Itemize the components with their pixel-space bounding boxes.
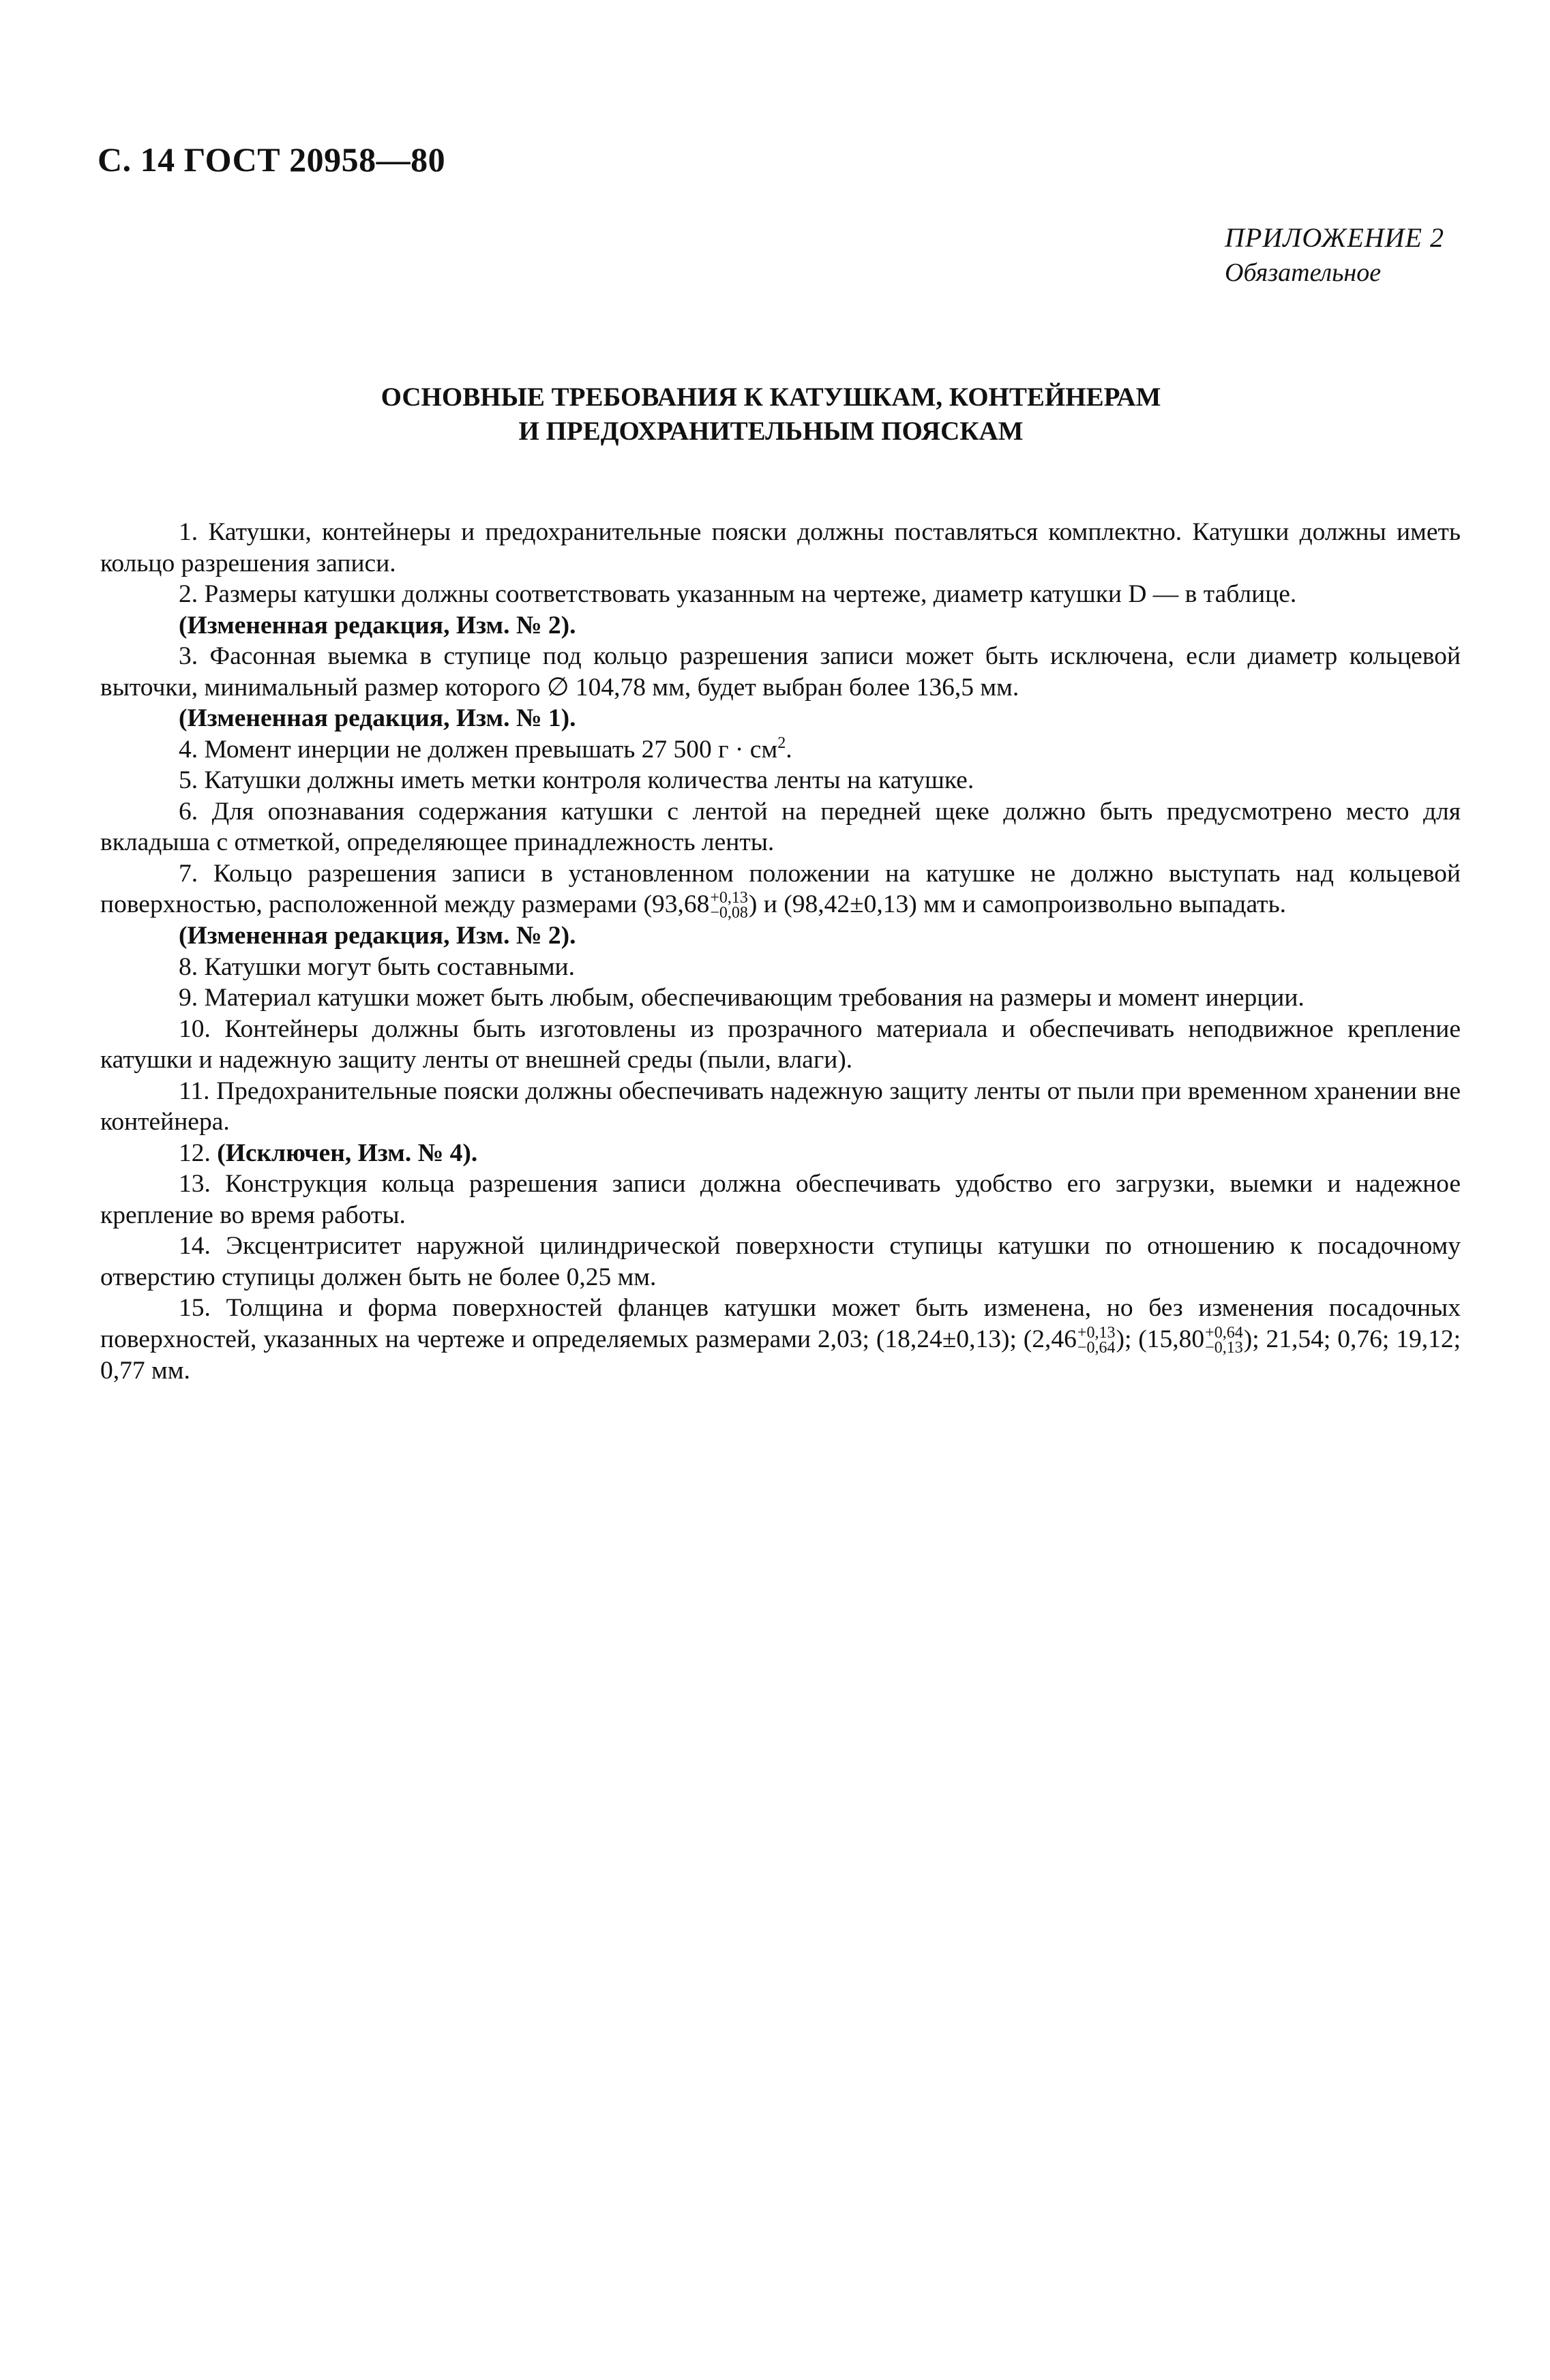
item-2: 2. Размеры катушки должны соответствовать указанным на чертеже, диаметр катушки D — в таблице. — [179, 580, 1297, 608]
tolerance-lower: −0,13 — [1205, 1338, 1243, 1357]
item-7-text-a: 7. Кольцо разрешения записи в установленном положении на катушке не должно выступать над кольцевой поверхностью, расположенной между размерами (93,68 — [100, 859, 1461, 918]
item-15-tolerance-2 — [1205, 1325, 1243, 1355]
item-15 — [100, 1293, 1461, 1386]
title-line-1: ОСНОВНЫЕ ТРЕБОВАНИЯ К КАТУШКАМ, КОНТЕЙНЕРАМ — [381, 382, 1161, 412]
item-6: 6. Для опознавания содержания катушки с лентой на передней щеке должно быть предусмотрено место для вкладыша с отметкой, определяющее принадлежность ленты. — [100, 797, 1461, 856]
item-9: 9. Материал катушки может быть любым, обеспечивающим требования на размеры и момент инерции. — [179, 984, 1305, 1012]
item-5: 5. Катушки должны иметь метки контроля количества ленты на катушке. — [179, 766, 974, 794]
item-12-number: 12. — [179, 1139, 218, 1167]
tolerance-lower: −0,08 — [710, 904, 748, 922]
tolerance-upper: +0,64 — [1205, 1323, 1243, 1342]
item-7-text-b: ) и (98,42±0,13) мм и самопроизвольно выпадать. — [748, 890, 1287, 918]
appendix-block — [1225, 222, 1444, 288]
item-15-tolerance-1 — [1077, 1325, 1116, 1355]
item-12 — [100, 1138, 1461, 1169]
item-7-tolerance — [710, 890, 748, 920]
page-header: С. 14 ГОСТ 20958—80 — [98, 140, 446, 179]
item-10: 10. Контейнеры должны быть изготовлены из прозрачного материала и обеспечивать неподвижное крепление катушки и надежную защиту ленты от внешней среды (пыли, влаги). — [100, 1014, 1461, 1074]
item-15-text-c: ); 21,54; 0,76; 19,12; 0,77 мм. — [100, 1325, 1461, 1385]
item-3-amendment: (Измененная редакция, Изм. № 1). — [179, 704, 576, 732]
item-4-exponent: 2 — [777, 734, 786, 752]
document-title — [98, 380, 1444, 449]
item-14: 14. Эксцентриситет наружной цилиндрической поверхности ступицы катушки по отношению к посадочному отверстию ступицы должен быть не более 0,25 мм. — [100, 1232, 1461, 1291]
title-line-2: И ПРЕДОХРАНИТЕЛЬНЫМ ПОЯСКАМ — [518, 417, 1024, 446]
tolerance-lower: −0,64 — [1077, 1338, 1116, 1357]
item-2-amendment: (Измененная редакция, Изм. № 2). — [179, 611, 576, 639]
item-1: 1. Катушки, контейнеры и предохранительные пояски должны поставляться комплектно. Катушки должны иметь кольцо разрешения записи. — [100, 518, 1461, 577]
item-12-excluded: (Исключен, Изм. № 4). — [217, 1139, 478, 1167]
item-7 — [100, 858, 1461, 921]
item-3: 3. Фасонная выемка в ступице под кольцо разрешения записи может быть исключена, если диаметр кольцевой выточки, минимальный размер которого ∅ 104,78 мм, будет выбран более 136,5 мм. — [100, 642, 1461, 702]
appendix-note: Обязательное — [1225, 258, 1382, 287]
item-13: 13. Конструкция кольца разрешения записи должна обеспечивать удобство его загрузки, выемки и надежное крепление во время работы. — [100, 1170, 1461, 1229]
tolerance-upper: +0,13 — [710, 889, 748, 907]
requirements-list — [100, 517, 1461, 1386]
item-4-text: 4. Момент инерции не должен превышать 27 500 г · см — [179, 735, 778, 764]
tolerance-upper: +0,13 — [1077, 1323, 1116, 1342]
item-15-text-a: 15. Толщина и форма поверхностей фланцев катушки может быть изменена, но без изменения посадочных поверхностей, указанных на чертеже и определяемых размерами 2,03; (18,24±0,13); (2,46 — [100, 1294, 1461, 1353]
appendix-label: ПРИЛОЖЕНИЕ 2 — [1225, 222, 1444, 253]
item-8: 8. Катушки могут быть составными. — [179, 952, 575, 981]
item-4-end: . — [786, 735, 792, 764]
item-11: 11. Предохранительные пояски должны обеспечивать надежную защиту ленты от пыли при временном хранении вне контейнера. — [100, 1076, 1461, 1136]
item-4 — [100, 734, 1461, 766]
item-7-amendment: (Измененная редакция, Изм. № 2). — [179, 922, 576, 950]
item-15-text-b: ); (15,80 — [1116, 1325, 1205, 1353]
